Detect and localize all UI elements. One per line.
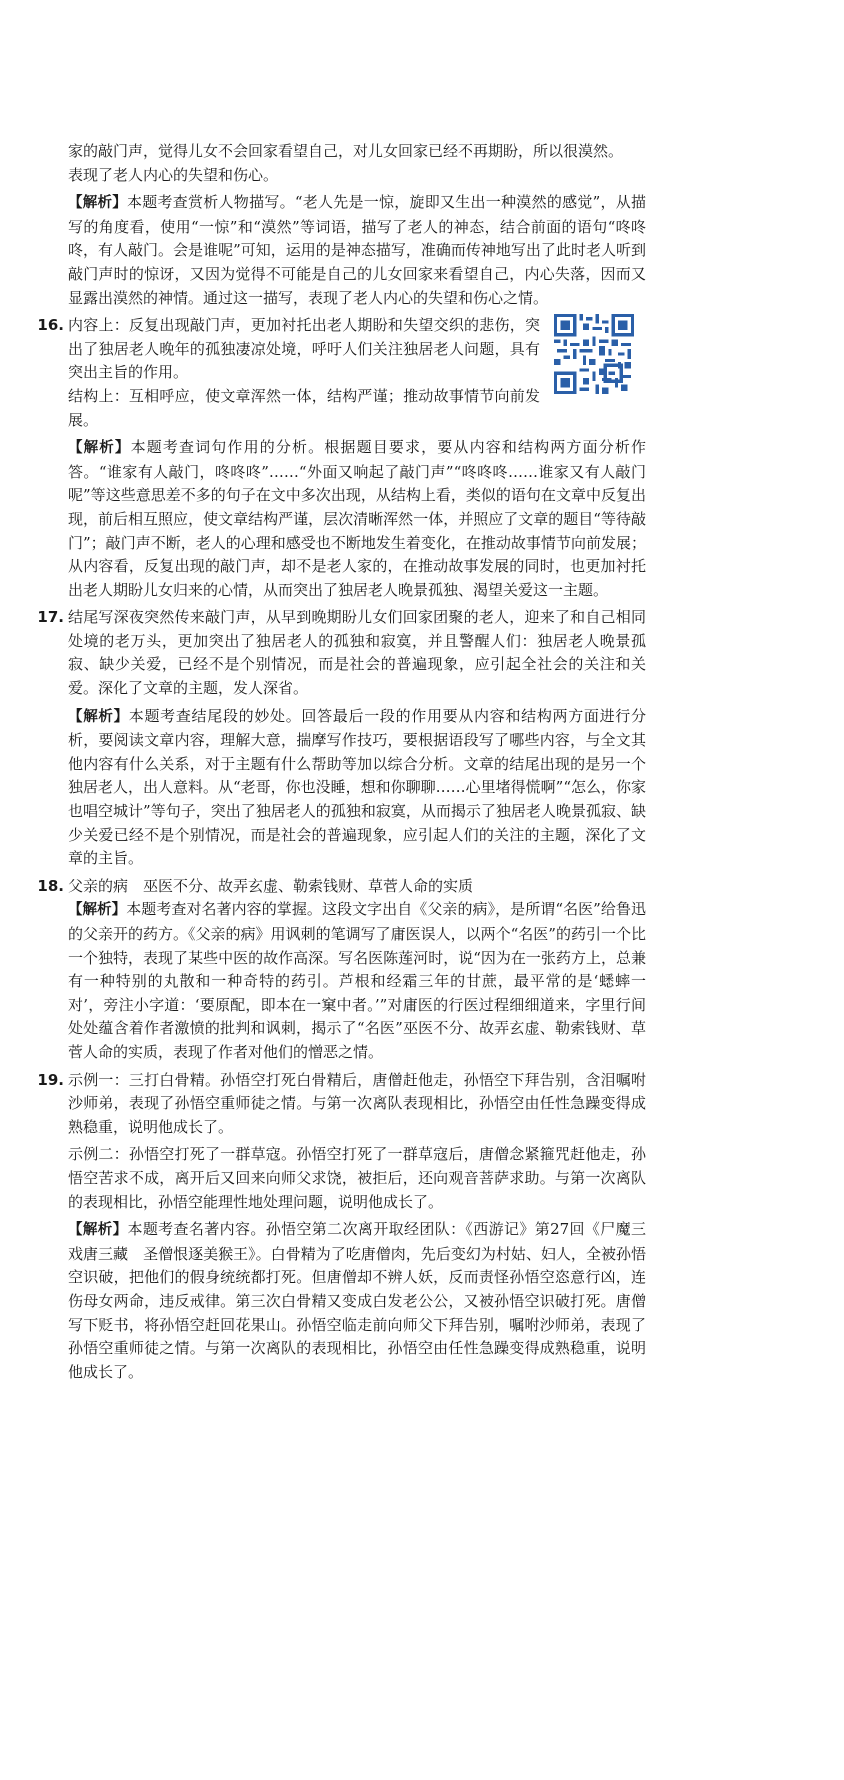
intro-line: 表现了老人内心的失望和伤心。	[68, 165, 279, 184]
analysis-tag: 【解析】	[68, 440, 131, 457]
analysis-tag: 【解析】	[68, 708, 129, 725]
analysis-paragraph	[68, 1218, 646, 1384]
analysis-paragraph	[68, 898, 646, 1064]
answer-page	[37, 140, 647, 1384]
analysis-paragraph	[68, 191, 646, 310]
question-16	[37, 314, 646, 602]
question-number: 17.	[37, 608, 64, 627]
analysis-tag: 【解析】	[68, 1222, 128, 1239]
answer-example-2: 示例二：孙悟空打死了一群草寇。孙悟空打死了一群草寇后，唐僧念紧箍咒赶他走，孙悟空苦求不成，离开后又回来向师父求饶，被拒后，还向观音菩萨求助。与第一次离队的表现相比，孙悟空能理性地处理问题，说明他成长了。	[68, 1145, 646, 1211]
qr-code-icon[interactable]	[554, 314, 634, 394]
analysis-paragraph	[68, 705, 646, 871]
analysis-tag: 【解析】	[68, 195, 128, 212]
analysis-text: 本题考查对名著内容的掌握。这段文字出自《父亲的病》，是所谓“名医”给鲁迅的父亲开的药方。《父亲的病》用讽刺的笔调写了庸医误人，以两个“名医”的药引一个比一个独特，表现了某些中医的故作高深。写名医陈莲河时，说“因为在一张药方上，总兼有一种特别的丸散和一种奇特的药引。芦根和经霜三年的甘蔗，最平常的是‘蟋蟀一对’，旁注小字道：‘要原配，即本在一窠中者。’”对庸医的行医过程细细道来，字里行间处处蕴含着作者激愤的批判和讽刺，揭示了“名医”巫医不分、故弄玄虚、勒索钱财、草菅人命的实质，表现了作者对他们的憎恶之情。	[68, 900, 647, 1061]
question-number: 16.	[37, 316, 64, 335]
analysis-text: 本题考查赏析人物描写。“老人先是一惊，旋即又生出一种漠然的感觉”，从描写的角度看，使用“一惊”和“漠然”等词语，描写了老人的神态，结合前面的语句“咚咚咚，有人敲门。会是谁呢”可知，运用的是神态描写，准确而传神地写出了此时老人听到敲门声时的惊讶，又因为觉得不可能是自己的儿女回家来看望自己，内心失落，因而又显露出漠然的神情。通过这一描写，表现了老人内心的失望和伤心之情。	[68, 193, 647, 307]
analysis-text: 本题考查词句作用的分析。根据题目要求，要从内容和结构两方面分析作答。“谁家有人敲门，咚咚咚”……“外面又响起了敲门声”“咚咚咚……谁家又有人敲门呢”等这些意思差不多的句子在文中多次出现，从结构上看，类似的语句在文章中反复出现，前后相互照应，使文章结构严谨，层次清晰浑然一体，并照应了文章的题目“等待敲门”；敲门声不断，老人的心理和感受也不断地发生着变化，在推动故事情节向前发展；从内容看，反复出现的敲门声，却不是老人家的，在推动故事发展的同时，也更加衬托出老人期盼儿女归来的心情，从而突出了独居老人晚景孤独、渴望关爱这一主题。	[68, 438, 646, 599]
analysis-text: 本题考查名著内容。孙悟空第二次离开取经团队：《西游记》第27回《尸魔三戏唐三藏 圣僧恨逐美猴王》。白骨精为了吃唐僧肉，先后变幻为村姑、妇人，全被孙悟空识破，把他们的假身统统都打死。但唐僧却不辨人妖，反而责怪孙悟空恣意行凶，连伤母女两命，违反戒律。第三次白骨精又变成白发老公公，又被孙悟空识破打死。唐僧写下贬书，将孙悟空赶回花果山。孙悟空临走前向师父下拜告别，嘱咐沙师弟，表现了孙悟空重师徒之情。与第一次离队的表现相比，孙悟空由任性急躁变得成熟稳重，说明他成长了。	[68, 1220, 647, 1381]
answer-structure: 结构上：互相呼应，使文章浑然一体，结构严谨；推动故事情节向前发展。	[68, 386, 540, 429]
analysis-text: 本题考查结尾段的妙处。回答最后一段的作用要从内容和结构两方面进行分析，要阅读文章内容，理解大意，揣摩写作技巧，要根据语段写了哪些内容，与全文其他内容有什么关系，对于主题有什么帮助等加以综合分析。文章的结尾出现的是另一个独居老人，出人意料。从“老哥，你也没睡，想和你聊聊……心里堵得慌啊”“怎么，你家也唱空城计”等句子，突出了独居老人的孤独和寂寞，从而揭示了独居老人晚景孤寂、缺少关爱已经不是个别情况，而是社会的普遍现象，应引起人们的关注的主题，深化了文章的主旨。	[68, 706, 647, 868]
intro-line: 家的敲门声，觉得儿女不会回家看望自己，对儿女回家已经不再期盼，所以很漠然。	[68, 142, 624, 160]
answer-text: 结尾写深夜突然传来敲门声，从早到晚期盼儿女们回家团聚的老人，迎来了和自己相同处境的老万头，更加突出了独居老人的孤独和寂寞，并且警醒人们：独居老人晚景孤寂、缺少关爱，已经不是个别情况，而是社会的普遍现象，应引起全社会的关注和关爱。深化了文章的主题，发人深省。	[68, 608, 646, 698]
question-19	[37, 1069, 647, 1385]
answer-example-1: 示例一：三打白骨精。孙悟空打死白骨精后，唐僧赶他走，孙悟空下拜告别，含泪嘱咐沙师弟，表现了孙悟空重师徒之情。与第一次离队表现相比，孙悟空由任性急躁变得成熟稳重，说明他成长了。	[68, 1070, 646, 1136]
question-number: 18.	[37, 876, 64, 895]
question-number: 19.	[37, 1070, 64, 1089]
intro-block	[68, 140, 646, 310]
question-17	[37, 606, 647, 871]
question-18	[37, 875, 647, 1065]
analysis-tag: 【解析】	[68, 902, 127, 919]
answer-text: 父亲的病 巫医不分、故弄玄虚、勒索钱财、草菅人命的实质	[68, 876, 474, 895]
analysis-paragraph	[68, 436, 646, 602]
answer-content: 内容上：反复出现敲门声，更加衬托出老人期盼和失望交织的悲伤，突出了独居老人晚年的孤独凄凉处境，呼吁人们关注独居老人问题，具有突出主旨的作用。	[68, 316, 540, 382]
